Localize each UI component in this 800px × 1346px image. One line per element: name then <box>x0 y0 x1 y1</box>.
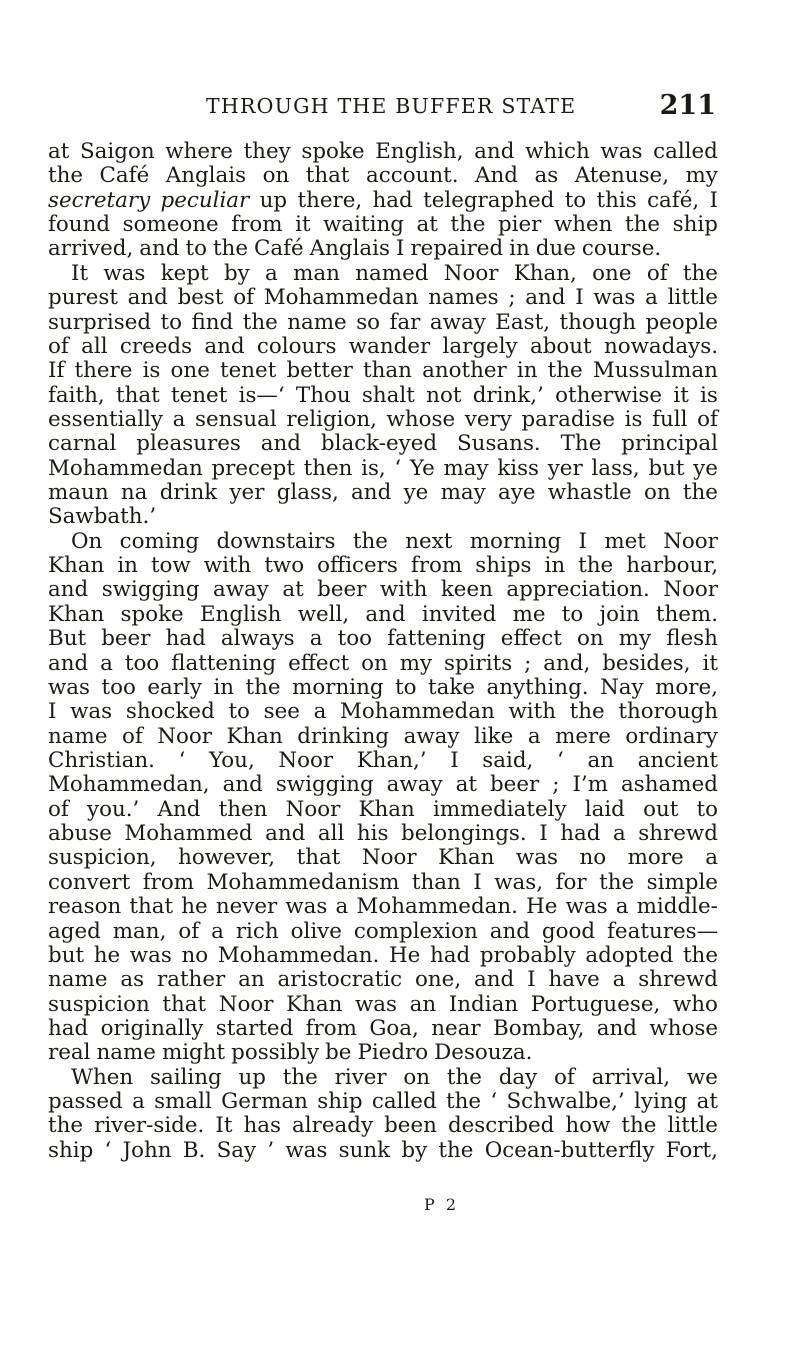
text-line: of all creeds and colours wander largely about nowadays. <box>48 333 718 359</box>
text-line: Sawbath.’ <box>48 504 157 530</box>
text-line: at Saigon where they spoke English, and which was called <box>48 139 718 164</box>
text-line: was too early in the morning to take anything. Nay more, <box>48 674 718 700</box>
text-line: surprised to find the name so far away East, though people <box>48 309 718 335</box>
text-line: If there is one tenet better than another in the Mussulman <box>48 358 718 384</box>
text-line: found someone from it waiting at the pier when the ship <box>48 212 718 238</box>
body-text <box>48 140 718 1163</box>
text-line: and a too flattening effect on my spirits ; and, besides, it <box>48 650 718 676</box>
text-line: carnal pleasures and black-eyed Susans. The principal <box>48 431 718 457</box>
paragraph <box>48 1066 718 1163</box>
text-line: essentially a sensual religion, whose very paradise is full of <box>48 406 718 432</box>
text-line: passed a small German ship called the ‘ Schwalbe,’ lying at <box>48 1089 718 1115</box>
text-line: suspicion that Noor Khan was an Indian Portuguese, who <box>48 991 718 1017</box>
text-line: purest and best of Mohammedan names ; and I was a little <box>48 285 718 311</box>
text-line: name as rather an aristocratic one, and I have a shrewd <box>48 967 718 993</box>
text-line: Mohammedan precept then is, ‘ Ye may kiss yer lass, but ye <box>48 455 718 481</box>
text-line: reason that he never was a Mohammedan. He was a middle- <box>48 894 718 920</box>
text-line: name of Noor Khan drinking away like a mere ordinary <box>48 723 718 749</box>
text-line: But beer had always a too fattening effect on my flesh <box>48 626 718 652</box>
paragraph <box>48 140 718 262</box>
signature-mark: P 2 <box>424 1195 460 1214</box>
text-line: maun na drink yer glass, and ye may aye whastle on the <box>48 480 718 506</box>
text-line: of you.’ And then Noor Khan immediately laid out to <box>48 796 718 822</box>
text-line: aged man, of a rich olive complexion and good features— <box>48 918 718 944</box>
text-line: I was shocked to see a Mohammedan with the thorough <box>48 699 718 725</box>
paragraph <box>48 262 718 530</box>
text-line: ship ‘ John B. Say ’ was sunk by the Ocean-butterfly Fort, <box>48 1137 718 1163</box>
text-line: Khan spoke English well, and invited me to join them. <box>48 601 718 627</box>
text-line: and swigging away at beer with keen appreciation. Noor <box>48 577 718 603</box>
text-line: Khan in tow with two officers from ships in the harbour, <box>48 553 718 579</box>
text-line: arrived, and to the Café Anglais I repaired in due course. <box>48 236 662 262</box>
text-line: real name might possibly be Piedro Desouza. <box>48 1040 533 1066</box>
text-line: On coming downstairs the next morning I met Noor <box>71 528 718 554</box>
text-line: secretary peculiar up there, had telegraphed to this café, I <box>48 187 718 213</box>
paragraph <box>48 530 718 1066</box>
page-number: 211 <box>659 90 716 121</box>
page-header <box>206 90 716 124</box>
text-line: faith, that tenet is—‘ Thou shalt not drink,’ otherwise it is <box>48 382 718 408</box>
text-line: but he was no Mohammedan. He had probably adopted the <box>48 942 718 968</box>
text-line: convert from Mohammedanism than I was, for the simple <box>48 869 718 895</box>
text-line: When sailing up the river on the day of arrival, we <box>71 1064 718 1090</box>
text-line: had originally started from Goa, near Bombay, and whose <box>48 1015 718 1041</box>
text-line: Mohammedan, and swigging away at beer ; I’m ashamed <box>48 772 718 798</box>
text-line: abuse Mohammed and all his belongings. I had a shrewd <box>48 821 718 847</box>
text-line: suspicion, however, that Noor Khan was no more a <box>48 845 718 871</box>
running-head: THROUGH THE BUFFER STATE <box>206 94 577 118</box>
text-line: the Café Anglais on that account. And as Atenuse, my <box>48 163 718 189</box>
text-line: Christian. ‘ You, Noor Khan,’ I said, ‘ an ancient <box>48 747 718 773</box>
text-line: It was kept by a man named Noor Khan, one of the <box>71 260 718 286</box>
text-line: the river-side. It has already been described how the little <box>48 1113 718 1139</box>
